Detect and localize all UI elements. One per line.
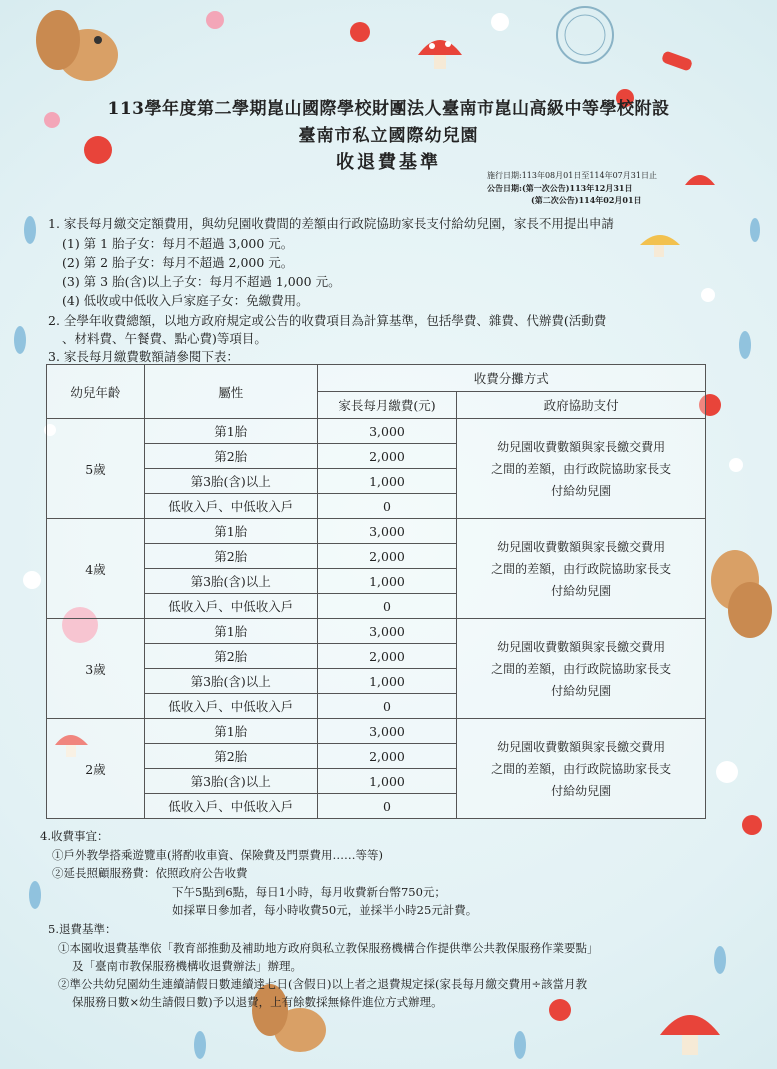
section-4-heading: 4.收費事宜： — [40, 829, 109, 843]
section-2-text: 2. 全學年收費總額，以地方政府規定或公告的收費項目為計算基準，包括學費、雜費、代辦費(活動費 — [48, 313, 607, 328]
col-header-method: 收費分攤方式 — [317, 365, 705, 392]
age-cell: 3歲 — [47, 619, 145, 719]
gov-text: 之間的差額，由行政院協助家長支 — [491, 461, 672, 476]
fee-cell: 1,000 — [317, 669, 457, 694]
gov-text: 幼兒園收費數額與家長繳交費用 — [497, 639, 666, 654]
mushroom-icon — [685, 175, 715, 185]
col-header-attr: 屬性 — [144, 365, 317, 419]
section-1-text: 1. 家長每月繳交定額費用，與幼兒園收費間的差額由行政院協助家長支付給幼兒園，家長不用提出申請 — [48, 216, 614, 231]
table-row — [47, 619, 706, 644]
fee-cell: 1,000 — [317, 569, 457, 594]
fee-cell: 2,000 — [317, 444, 457, 469]
squirrel-icon — [711, 550, 772, 638]
ice-cream-icon — [661, 50, 693, 72]
effective-date: 施行日期:113年08月01日至114年07月31日止 — [487, 171, 657, 180]
squirrel-icon — [36, 10, 118, 81]
page-title-line1: 113學年度第二學期崑山國際學校財團法人臺南市崑山高級中等學校附設 — [107, 99, 670, 119]
attr-cell: 低收入戶、中低收入戶 — [144, 794, 317, 819]
fee-cell: 0 — [317, 594, 457, 619]
table-row — [47, 719, 706, 744]
section-4-item: ②延長照顧服務費：依照政府公告收費 — [52, 866, 248, 880]
col-header-age: 幼兒年齡 — [47, 365, 145, 419]
mushroom-icon — [418, 40, 462, 69]
section-5-item: ②準公共幼兒園幼生連續請假日數連續達七日(含假日)以上者之退費規定採(家長每月繳交費用÷該當月教 — [58, 977, 588, 991]
gov-text: 之間的差額，由行政院協助家長支 — [491, 761, 672, 776]
age-cell: 2歲 — [47, 719, 145, 819]
gov-text: 幼兒園收費數額與家長繳交費用 — [497, 439, 666, 454]
attr-cell: 第3胎(含)以上 — [144, 669, 317, 694]
section-5-item: ①本園收退費基準依「教育部推動及補助地方政府與私立教保服務機構合作提供準公共教保服務作業要點」 — [58, 941, 599, 955]
attr-cell: 第3胎(含)以上 — [144, 569, 317, 594]
gov-cell — [457, 619, 706, 719]
fee-cell: 1,000 — [317, 769, 457, 794]
gov-text: 幼兒園收費數額與家長繳交費用 — [497, 739, 666, 754]
gov-text: 之間的差額，由行政院協助家長支 — [491, 661, 672, 676]
announce-date-2: (第二次公告)114年02月01日 — [531, 195, 642, 205]
attr-cell: 第3胎(含)以上 — [144, 769, 317, 794]
attr-cell: 第2胎 — [144, 644, 317, 669]
section-5-item-cont: 保服務日數×幼生請假日數)予以退費，上有餘數採無條件進位方式辦理。 — [72, 995, 443, 1009]
col-header-gov: 政府協助支付 — [457, 392, 706, 419]
fee-cell: 2,000 — [317, 644, 457, 669]
section-2-text-cont: 、材料費、午餐費、點心費)等項目。 — [62, 331, 267, 346]
fee-cell: 2,000 — [317, 744, 457, 769]
fee-cell: 0 — [317, 694, 457, 719]
attr-cell: 第1胎 — [144, 419, 317, 444]
attr-cell: 第1胎 — [144, 719, 317, 744]
section-1-item: (1) 第 1 胎子女：每月不超過 3,000 元。 — [62, 236, 294, 251]
attr-cell: 低收入戶、中低收入戶 — [144, 494, 317, 519]
attr-cell: 低收入戶、中低收入戶 — [144, 594, 317, 619]
attr-cell: 第2胎 — [144, 444, 317, 469]
fee-cell: 2,000 — [317, 544, 457, 569]
fee-cell: 3,000 — [317, 719, 457, 744]
gov-text: 付給幼兒園 — [551, 783, 612, 798]
fee-cell: 3,000 — [317, 419, 457, 444]
section-5-item-cont: 及「臺南市教保服務機構收退費辦法」辦理。 — [72, 959, 302, 973]
section-1-item: (3) 第 3 胎(含)以上子女：每月不超過 1,000 元。 — [62, 274, 341, 289]
fee-cell: 3,000 — [317, 519, 457, 544]
gov-text: 付給幼兒園 — [551, 483, 612, 498]
section-1-item: (4) 低收或中低收入戶家庭子女：免繳費用。 — [62, 293, 309, 308]
table-row — [47, 419, 706, 444]
attr-cell: 第3胎(含)以上 — [144, 469, 317, 494]
gov-text: 付給幼兒園 — [551, 683, 612, 698]
attr-cell: 低收入戶、中低收入戶 — [144, 694, 317, 719]
table-row — [47, 519, 706, 544]
section-5-heading: 5.退費基準： — [48, 922, 117, 936]
section-4-detail: 如採單日參加者，每小時收費50元，並採半小時25元計費。 — [172, 903, 478, 917]
gov-text: 付給幼兒園 — [551, 583, 612, 598]
mushroom-icon — [640, 235, 680, 257]
section-4-detail: 下午5點到6點，每日1小時，每月收費新台幣750元； — [172, 885, 446, 899]
fee-cell: 0 — [317, 794, 457, 819]
gov-cell — [457, 519, 706, 619]
fee-cell: 3,000 — [317, 619, 457, 644]
date-block — [487, 170, 657, 206]
page-title-line3: 收退費基準 — [336, 152, 441, 173]
fee-cell: 0 — [317, 494, 457, 519]
gov-cell — [457, 419, 706, 519]
attr-cell: 第2胎 — [144, 744, 317, 769]
section-1-item: (2) 第 2 胎子女：每月不超過 2,000 元。 — [62, 255, 294, 270]
section-4-item: ①戶外教學搭乘遊覽車(將酌收車資、保險費及門票費用……等等) — [52, 848, 383, 862]
attr-cell: 第1胎 — [144, 619, 317, 644]
fee-cell: 1,000 — [317, 469, 457, 494]
announce-date-1: 公告日期:(第一次公告)113年12月31日 — [487, 183, 633, 193]
stamp-icon — [557, 7, 613, 63]
page-title-line2: 臺南市私立國際幼兒園 — [298, 126, 479, 146]
gov-text: 之間的差額，由行政院協助家長支 — [491, 561, 672, 576]
attr-cell: 第2胎 — [144, 544, 317, 569]
age-cell: 5歲 — [47, 419, 145, 519]
attr-cell: 第1胎 — [144, 519, 317, 544]
mushroom-icon — [660, 1015, 720, 1055]
fee-table — [46, 364, 706, 819]
gov-cell — [457, 719, 706, 819]
age-cell: 4歲 — [47, 519, 145, 619]
col-header-parent-fee: 家長每月繳費(元) — [317, 392, 457, 419]
gov-text: 幼兒園收費數額與家長繳交費用 — [497, 539, 666, 554]
section-3-text: 3. 家長每月繳費數額請參閱下表： — [48, 349, 239, 364]
